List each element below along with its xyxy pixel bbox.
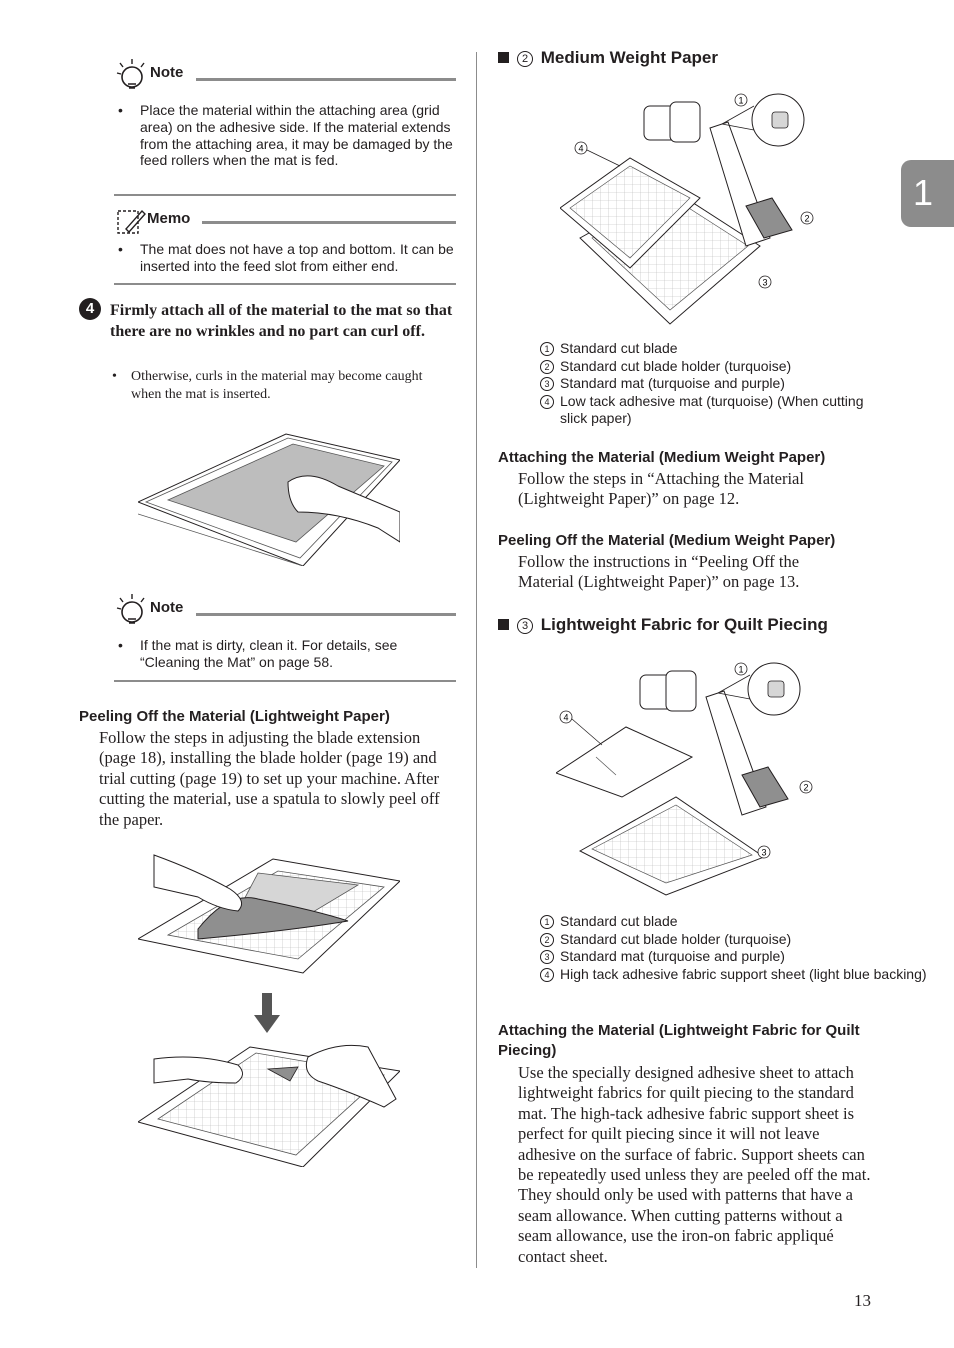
peel-body-medium: Follow the instructions in “Peeling Off the Material (Lightweight Paper)” on page 13. xyxy=(518,552,800,592)
note-text: Place the material within the attaching area (grid area) on the adhesive side. If the material extends from the attaching area, it may be damaged by the feed rollers when the mat is fed. xyxy=(140,102,453,169)
legend-item: 4 High tack adhesive fabric support sheet (light blue backing) xyxy=(498,966,930,984)
legend-item: 3 Standard mat (turquoise and purple) xyxy=(498,948,888,966)
attach-material-illustration xyxy=(138,432,400,566)
note-text-2: If the mat is dirty, clean it. For details, see “Cleaning the Mat” on page 58. xyxy=(140,637,398,670)
svg-text:1: 1 xyxy=(738,664,744,675)
memo-rule xyxy=(202,221,456,224)
attach-body-medium: Follow the steps in “Attaching the Material (Lightweight Paper)” on page 12. xyxy=(518,469,804,509)
fabric-tools-illustration xyxy=(556,657,818,897)
attach-heading-fabric: Attaching the Material (Lightweight Fabric for Quilt Piecing) xyxy=(498,1022,860,1059)
note-divider xyxy=(114,194,456,196)
step-number: 4 xyxy=(85,300,95,317)
peel-body: Follow the steps in adjusting the blade extension (page 18), installing the blade holder (page 19) and trial cutting (page 19) to set up your machine. After cutting the material, use a spatula to slowly peel off the paper. xyxy=(99,728,440,829)
note-rule xyxy=(196,78,456,81)
chapter-tab xyxy=(901,160,954,227)
legend-fabric xyxy=(498,913,927,983)
svg-text:4: 4 xyxy=(578,143,584,154)
step-bullet-text: Otherwise, curls in the material may become caught when the mat is inserted. xyxy=(131,369,423,402)
memo-bullet: • The mat does not have a top and bottom. It can be inserted into the feed slot from either end. xyxy=(118,241,454,274)
legend-item: 1 Standard cut blade xyxy=(498,913,888,931)
legend-item: 4 Low tack adhesive mat (turquoise) (When cutting slick paper) xyxy=(498,393,890,428)
lightbulb-note-icon xyxy=(114,593,146,625)
memo-label: Memo xyxy=(147,210,191,227)
section-title-fabric xyxy=(498,615,888,635)
note-block-2 xyxy=(114,593,456,671)
square-bullet-icon xyxy=(498,619,509,630)
column-divider xyxy=(476,52,477,1268)
peel-paper-illustration xyxy=(138,851,400,976)
chapter-number: 1 xyxy=(913,172,934,213)
svg-text:2: 2 xyxy=(803,782,809,793)
step-bullet: • Otherwise, curls in the material may become caught when the mat is inserted. xyxy=(112,369,423,402)
section-title-medium-paper xyxy=(498,48,888,68)
spatula-illustration xyxy=(138,1037,400,1167)
attach-heading-medium: Attaching the Material (Medium Weight Paper) xyxy=(498,449,826,466)
peel-heading-medium: Peeling Off the Material (Medium Weight Paper) xyxy=(498,532,836,549)
note-header xyxy=(114,58,456,86)
note-bullet-2: • If the mat is dirty, clean it. For details, see “Cleaning the Mat” on page 58. xyxy=(118,637,398,670)
legend-item: 2 Standard cut blade holder (turquoise) xyxy=(498,358,888,376)
square-bullet-icon xyxy=(498,52,509,63)
peel-heading: Peeling Off the Material (Lightweight Paper) xyxy=(79,708,390,725)
section-number: 3 xyxy=(517,618,533,634)
note-rule-2 xyxy=(196,613,456,616)
memo-pencil-icon xyxy=(116,207,146,237)
note-label-2: Note xyxy=(150,599,184,616)
note-bullet: • Place the material within the attaching area (grid area) on the adhesive side. If the material extends from the attaching area, it may be damaged by the feed rollers when the mat is fed. xyxy=(118,102,453,169)
legend-item: 1 Standard cut blade xyxy=(498,340,888,358)
medium-paper-tools-illustration xyxy=(560,88,820,328)
step-title: Firmly attach all of the material to the mat so that there are no wrinkles and no part can curl off. xyxy=(110,302,453,340)
section-title-text: Medium Weight Paper xyxy=(540,48,718,67)
page-number: 13 xyxy=(854,1291,871,1310)
section-title-text: Lightweight Fabric for Quilt Piecing xyxy=(540,615,828,634)
note-header-2 xyxy=(114,593,456,621)
memo-header xyxy=(114,201,456,229)
memo-block xyxy=(114,201,456,275)
lightbulb-note-icon xyxy=(114,58,146,90)
attach-body-fabric: Use the specially designed adhesive sheet to attach lightweight fabrics for quilt piecing to the standard mat. The high-tack adhesive fabric support sheet is perfect for quilt piecing since it will not leave adhesive on the surface of fabric. Support sheets can be repeatedly used unless they are peeled off the mat. They should only be used with patterns that have a seam allowance. When cutting patterns without a seam allowance, use the iron-on fabric appliqué contact sheet. xyxy=(518,1063,871,1266)
memo-text: The mat does not have a top and bottom. It can be inserted into the feed slot from either end. xyxy=(140,241,454,274)
legend-item: 3 Standard mat (turquoise and purple) xyxy=(498,375,888,393)
note-label: Note xyxy=(150,64,184,81)
legend-item: 2 Standard cut blade holder (turquoise) xyxy=(498,931,888,949)
svg-text:3: 3 xyxy=(762,277,768,288)
svg-text:4: 4 xyxy=(563,712,569,723)
legend-medium-paper xyxy=(498,340,888,428)
note-block xyxy=(114,58,456,169)
note-divider-2 xyxy=(114,680,456,682)
section-number: 2 xyxy=(517,51,533,67)
down-arrow-icon xyxy=(254,993,280,1033)
svg-text:2: 2 xyxy=(804,213,810,224)
svg-text:1: 1 xyxy=(738,95,744,106)
step-number-badge xyxy=(79,298,101,320)
memo-divider xyxy=(114,283,456,285)
svg-text:3: 3 xyxy=(761,847,767,858)
